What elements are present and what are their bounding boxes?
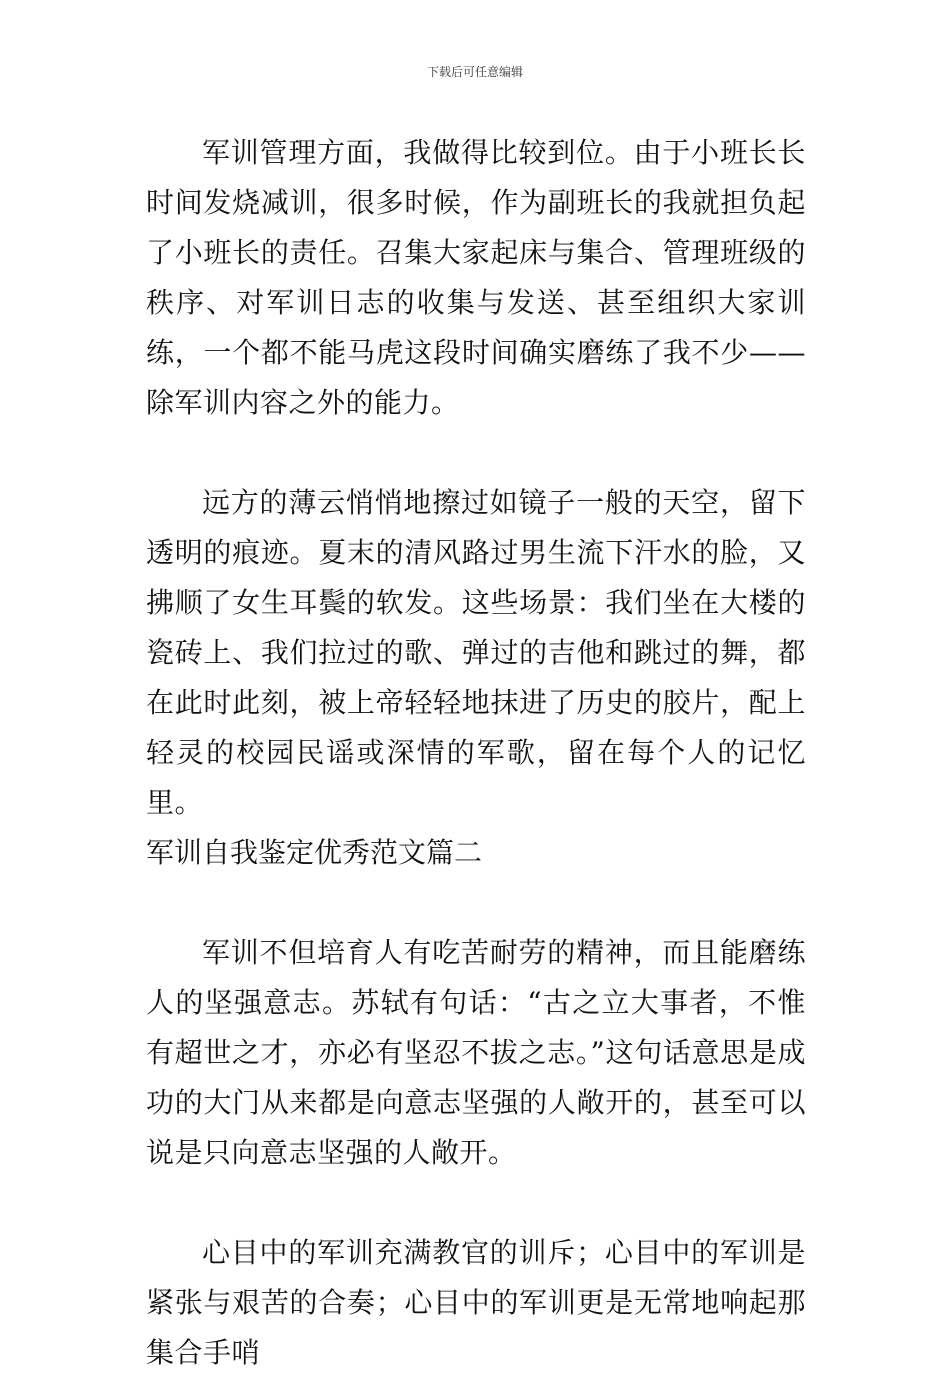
paragraph-gap xyxy=(146,878,806,928)
section-heading: 军训自我鉴定优秀范文篇二 xyxy=(146,836,483,869)
paragraph-gap xyxy=(146,428,806,478)
paragraph-imagined-training: 心目中的军训充满教官的训斥；心目中的军训是紧张与艰苦的合奏；心目中的军训更是无常地响起那集合手哨 xyxy=(146,1236,806,1369)
paragraph-military-management: 军训管理方面，我做得比较到位。由于小班长长时间发烧减训，很多时候，作为副班长的我就担负起了小班长的责任。召集大家起床与集合、管理班级的秩序、对军训日志的收集与发送、甚至组织大家训练，一个都不能马虎这段时间确实磨练了我不少——除军训内容之外的能力。 xyxy=(146,136,806,419)
paragraph-scenery-memory: 远方的薄云悄悄地擦过如镜子一般的天空，留下透明的痕迹。夏末的清风路过男生流下汗水的脸，又拂顺了女生耳鬓的软发。这些场景：我们坐在大楼的瓷砖上、我们拉过的歌、弹过的吉他和跳过的舞，都在此时此刻，被上帝轻轻地抹进了历史的胶片，配上轻灵的校园民谣或深情的军歌，留在每个人的记忆里。 xyxy=(146,486,806,819)
paragraph-gap xyxy=(146,1178,806,1228)
page-header: 下载后可任意编辑 xyxy=(426,65,523,79)
paragraph-willpower: 军训不但培育人有吃苦耐劳的精神，而且能磨练人的坚强意志。苏轼有句话：“古之立大事者，不惟有超世之才，亦必有坚忍不拔之志。”这句话意思是成功的大门从来都是向意志坚强的人敞开的，甚至可以说是只向意志坚强的人敞开。 xyxy=(146,936,806,1169)
document-body xyxy=(146,128,806,1378)
